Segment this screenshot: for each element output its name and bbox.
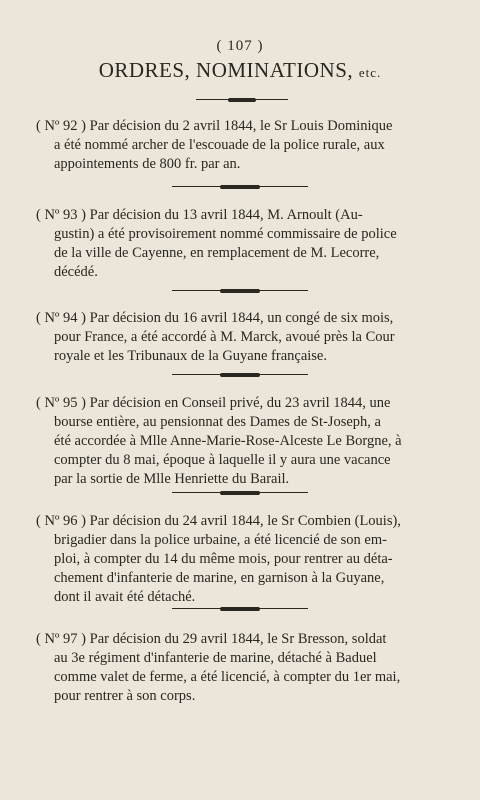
entry-label: ( Nº 93 )	[36, 207, 86, 223]
entry-line	[36, 206, 448, 225]
entry-line: appointements de 800 fr. par an.	[54, 156, 241, 172]
entry-line: décédé.	[54, 264, 98, 280]
entry-line: gustin) a été provisoirement nommé commissaire de police	[54, 226, 397, 242]
entry-text: Par décision du 24 avril 1844, le Sr Combien (Louis),	[89, 513, 401, 529]
entry-text: Par décision du 2 avril 1844, le Sr Louis Dominique	[89, 118, 393, 134]
separator-rule	[172, 186, 308, 187]
entry-text: Par décision du 29 avril 1844, le Sr Bresson, soldat	[89, 631, 387, 647]
entry-line: par la sortie de Mlle Henriette du Barail.	[54, 471, 290, 487]
entry-line: chement d'infanterie de marine, en garnison à la Guyane,	[54, 570, 385, 586]
title-main: ORDRES, NOMINATIONS,	[98, 58, 359, 82]
entry-94	[36, 309, 448, 366]
title-etc: etc.	[358, 65, 382, 80]
entry-line: pour France, a été accordé à M. Marck, avoué près la Cour	[54, 329, 395, 345]
entry-92	[36, 117, 448, 174]
entry-line	[36, 630, 448, 649]
entry-line: brigadier dans la police urbaine, a été licencié de son em-	[54, 532, 387, 548]
entry-text: Par décision du 13 avril 1844, M. Arnoult (Au-	[89, 207, 363, 223]
page-title	[0, 58, 480, 83]
entry-line: comme valet de ferme, a été licencié, à compter du 1er mai,	[54, 669, 401, 685]
separator-rule	[172, 608, 308, 609]
entry-text: Par décision en Conseil privé, du 23 avril 1844, une	[89, 395, 391, 411]
separator-rule	[172, 290, 308, 291]
entry-line	[36, 309, 448, 328]
entry-line: au 3e régiment d'infanterie de marine, détaché à Baduel	[54, 650, 377, 666]
entry-line: dont il avait été détaché.	[54, 589, 196, 605]
entry-95	[36, 394, 448, 489]
entry-line: été accordée à Mlle Anne-Marie-Rose-Alceste Le Borgne, à	[54, 433, 402, 449]
entry-line: de la ville de Cayenne, en remplacement de M. Lecorre,	[54, 245, 380, 261]
entry-line: pour rentrer à son corps.	[54, 688, 196, 704]
entry-label: ( Nº 92 )	[36, 118, 86, 134]
entry-label: ( Nº 97 )	[36, 631, 86, 647]
entry-line	[36, 117, 448, 136]
entry-text: Par décision du 16 avril 1844, un congé de six mois,	[89, 310, 394, 326]
entry-line: compter du 8 mai, époque à laquelle il y aura une vacance	[54, 452, 391, 468]
separator-rule	[172, 374, 308, 375]
entry-line: ploi, à compter du 14 du même mois, pour rentrer au déta-	[54, 551, 393, 567]
entry-line	[36, 512, 448, 531]
page-number: ( 107 )	[216, 38, 264, 54]
entry-line: royale et les Tribunaux de la Guyane française.	[54, 348, 327, 364]
entry-line	[36, 394, 448, 413]
entry-label: ( Nº 96 )	[36, 513, 86, 529]
entry-line: a été nommé archer de l'escouade de la police rurale, aux	[54, 137, 385, 153]
entry-96	[36, 512, 448, 607]
entry-97	[36, 630, 448, 706]
entry-93	[36, 206, 448, 282]
entry-label: ( Nº 94 )	[36, 310, 86, 326]
entry-line: bourse entière, au pensionnat des Dames de St-Joseph, a	[54, 414, 381, 430]
separator-rule	[172, 492, 308, 493]
entry-label: ( Nº 95 )	[36, 395, 86, 411]
title-rule	[196, 99, 288, 100]
